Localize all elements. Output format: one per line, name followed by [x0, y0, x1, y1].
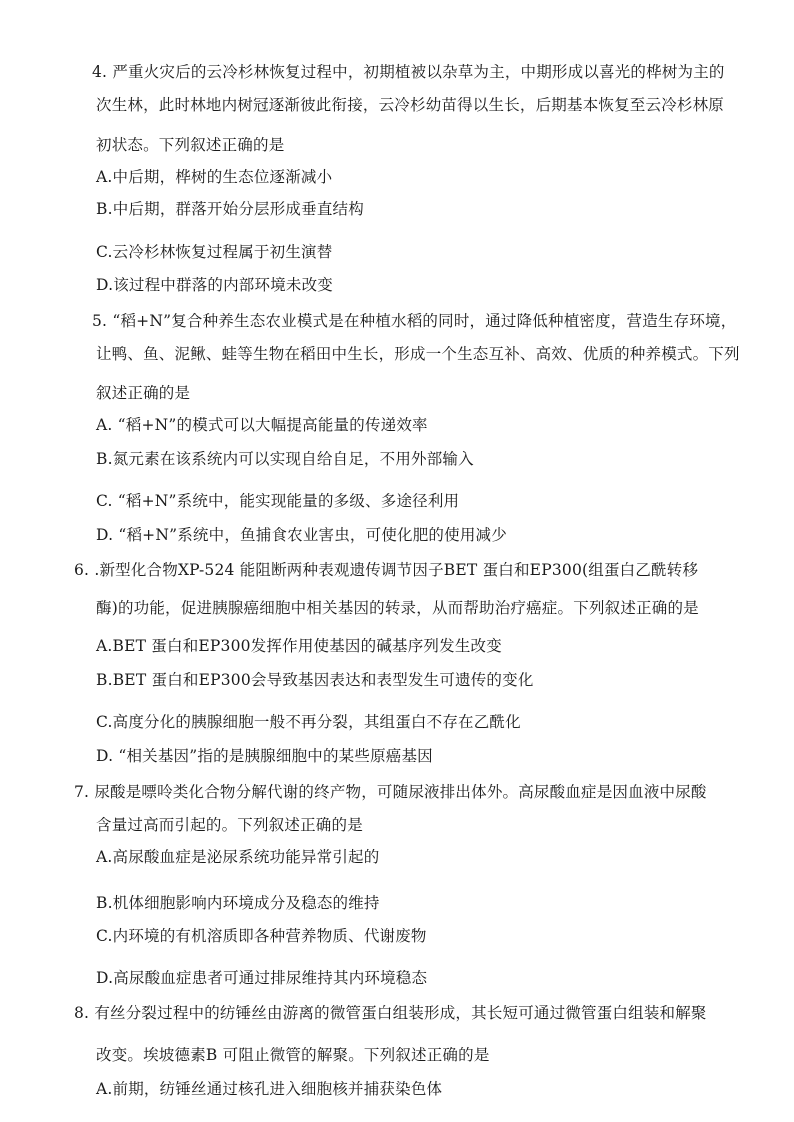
question-7-option-b: B.机体细胞影响内环境成分及稳态的维持 — [96, 894, 380, 912]
question-7-option-d: D.高尿酸血症患者可通过排尿维持其内环境稳态 — [96, 969, 428, 987]
question-6-stem-line-2: 酶)的功能，促进胰腺癌细胞中相关基因的转录，从而帮助治疗癌症。下列叙述正确的是 — [96, 599, 699, 617]
question-7-option-c: C.内环境的有机溶质即各种营养物质、代谢废物 — [96, 927, 427, 945]
question-5-option-b: B.氮元素在该系统内可以实现自给自足，不用外部输入 — [96, 450, 474, 468]
question-5-option-c: C. “稻+N”系统中，能实现能量的多级、多途径利用 — [96, 492, 460, 510]
question-8-stem-line-1: 8. 有丝分裂过程中的纺锤丝由游离的微管蛋白组装形成，其长短可通过微管蛋白组装和解聚 — [74, 1004, 707, 1022]
question-6-option-d: D. “相关基因”指的是胰腺细胞中的某些原癌基因 — [96, 747, 433, 765]
question-4-stem-line-1: 4. 严重火灾后的云冷杉林恢复过程中，初期植被以杂草为主，中期形成以喜光的桦树为主的 — [92, 63, 725, 81]
question-7-option-a: A.高尿酸血症是泌尿系统功能异常引起的 — [96, 848, 380, 866]
question-6-stem-line-1: 6. .新型化合物XP-524 能阻断两种表观遗传调节因子BET 蛋白和EP300(组蛋白乙酰转移 — [74, 561, 699, 579]
question-7-stem-line-1: 7. 尿酸是嘌呤类化合物分解代谢的终产物，可随尿液排出体外。高尿酸血症是因血液中尿酸 — [74, 783, 707, 801]
question-5-option-d: D. “稻+N”系统中，鱼捕食农业害虫，可使化肥的使用减少 — [96, 526, 507, 544]
question-4-stem-line-3: 初状态。下列叙述正确的是 — [96, 136, 285, 154]
question-7-stem-line-2: 含量过高而引起的。下列叙述正确的是 — [96, 816, 363, 834]
question-5-stem-line-3: 叙述正确的是 — [96, 384, 191, 402]
question-5-stem-line-2: 让鸭、鱼、泥鳅、蛙等生物在稻田中生长，形成一个生态互补、高效、优质的种养模式。下列 — [96, 345, 740, 363]
question-4-stem-line-2: 次生林，此时林地内树冠逐渐彼此衔接，云冷杉幼苗得以生长，后期基本恢复至云冷杉林原 — [96, 96, 725, 114]
question-6-option-b: B.BET 蛋白和EP300会导致基因表达和表型发生可遗传的变化 — [96, 671, 534, 689]
question-4-option-a: A.中后期，桦树的生态位逐渐减小 — [96, 168, 333, 186]
question-4-option-d: D.该过程中群落的内部环境未改变 — [96, 276, 334, 294]
question-5-stem-line-1: 5. “稻+N”复合种养生态农业模式是在种植水稻的同时，通过降低种植密度，营造生存环境， — [92, 312, 737, 330]
question-8-stem-line-2: 改变。埃坡德素B 可阻止微管的解聚。下列叙述正确的是 — [96, 1046, 490, 1064]
question-8-option-a: A.前期，纺锤丝通过核孔进入细胞核并捕获染色体 — [96, 1080, 443, 1098]
question-6-option-a: A.BET 蛋白和EP300发挥作用使基因的碱基序列发生改变 — [96, 637, 502, 655]
question-4-option-b: B.中后期，群落开始分层形成垂直结构 — [96, 200, 364, 218]
question-5-option-a: A. “稻+N”的模式可以大幅提高能量的传递效率 — [96, 416, 428, 434]
question-6-option-c: C.高度分化的胰腺细胞一般不再分裂，其组蛋白不存在乙酰化 — [96, 713, 521, 731]
question-4-option-c: C.云冷杉林恢复过程属于初生演替 — [96, 243, 333, 261]
